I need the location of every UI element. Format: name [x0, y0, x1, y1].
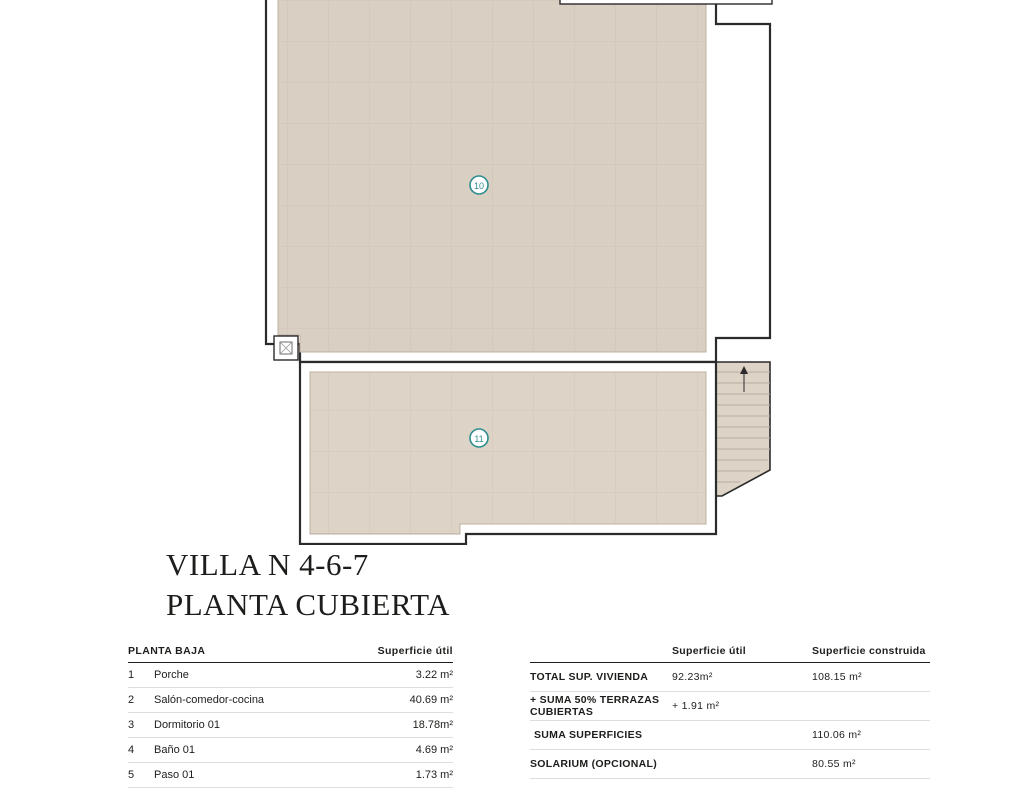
table-row [128, 738, 453, 763]
zone-marker-11 [470, 429, 488, 447]
table-row [530, 750, 930, 779]
room-number: 1 [128, 669, 135, 681]
room-name: Porche [154, 669, 189, 681]
summary-label: SUMA SUPERFICIES [534, 729, 643, 741]
summary-built-value: 108.15 m² [812, 671, 862, 683]
roof-terrace-upper [266, 0, 770, 362]
zone-marker-11-label: 11 [474, 434, 484, 444]
room-schedule-header [128, 645, 453, 663]
room-schedule-table [128, 645, 453, 788]
summary-header-built: Superficie construida [812, 645, 926, 657]
summary-table [530, 645, 930, 779]
room-name: Salón-comedor-cocina [154, 694, 265, 706]
room-area: 1.73 m² [415, 769, 453, 781]
room-area: 4.69 m² [415, 744, 453, 756]
summary-built-value: 80.55 m² [812, 758, 856, 770]
room-schedule-floor-label: PLANTA BAJA [128, 645, 206, 657]
room-area: 40.69 m² [409, 694, 453, 706]
summary-useful-value: + 1.91 m² [672, 700, 720, 712]
summary-header-useful: Superficie útil [672, 645, 746, 657]
roof-terrace-lower [300, 362, 716, 544]
zone-marker-10-label: 10 [473, 181, 485, 191]
table-row [530, 663, 930, 692]
table-row [530, 721, 930, 750]
technical-shaft [274, 336, 298, 360]
room-name: Dormitorio 01 [154, 719, 221, 731]
room-area: 3.22 m² [415, 669, 453, 681]
upper-railing [560, 0, 772, 4]
room-name: Paso 01 [154, 769, 195, 781]
zone-marker-10 [470, 176, 488, 194]
room-area: 18.78m² [412, 719, 453, 731]
summary-built-value: 110.06 m² [812, 729, 862, 741]
room-number: 3 [128, 719, 135, 731]
table-row [128, 663, 453, 688]
room-number: 5 [128, 769, 135, 781]
summary-table-header [530, 645, 930, 663]
summary-label: SOLARIUM (OPCIONAL) [530, 758, 658, 770]
room-number: 4 [128, 744, 135, 756]
summary-useful-value: 92.23m² [672, 671, 713, 683]
table-row [128, 713, 453, 738]
exterior-stair [716, 362, 770, 496]
plan-title-floor: PLANTA CUBIERTA [166, 586, 450, 622]
summary-label: TOTAL SUP. VIVIENDA [530, 671, 649, 683]
table-row [128, 688, 453, 713]
table-row [530, 692, 930, 721]
summary-label: + SUMA 50% TERRAZAS CUBIERTAS [530, 694, 660, 718]
plan-title-villa: VILLA N 4-6-7 [166, 547, 369, 582]
room-name: Baño 01 [154, 744, 195, 756]
summary-header-spacer [530, 645, 672, 657]
table-row [128, 763, 453, 788]
room-schedule-area-label: Superficie útil [377, 645, 453, 657]
plan-title-block [166, 545, 666, 624]
room-number: 2 [128, 694, 135, 706]
